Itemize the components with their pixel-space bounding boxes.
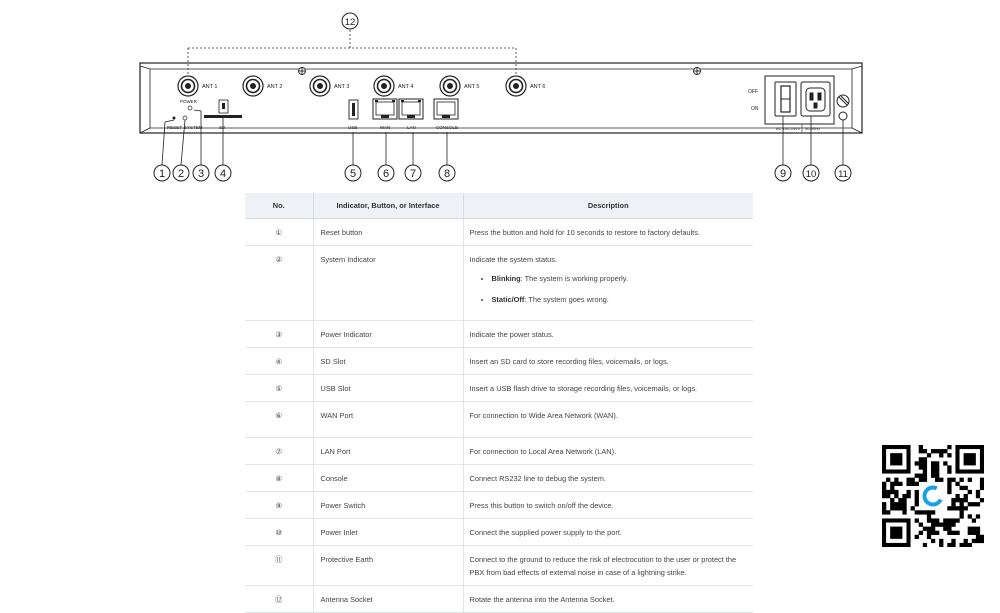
svg-text:12: 12	[344, 17, 356, 28]
list-item	[492, 272, 753, 285]
list-item	[492, 293, 753, 306]
system-label: SYSTEM	[184, 125, 203, 130]
table-header-row	[245, 193, 753, 219]
row-description: Connect RS232 line to debug the system.	[463, 465, 753, 492]
svg-text:7: 7	[409, 168, 417, 180]
svg-text:11: 11	[838, 169, 848, 180]
antenna-label: ANT 3	[334, 84, 350, 90]
row-description-text: Indicate the system status.	[469, 255, 557, 264]
power-led-icon	[188, 106, 192, 110]
table-row	[245, 519, 753, 546]
antenna-socket-icon	[310, 76, 330, 96]
callout-marker	[803, 165, 819, 181]
callout-marker	[173, 165, 189, 181]
table-row	[245, 546, 753, 586]
row-description: Connect to the ground to reduce the risk of electrocution to the user or protect the PBX from bad effects of external noise in case of a lightning strike.	[463, 546, 753, 586]
reset-label: RESET	[167, 125, 183, 130]
callout-marker	[405, 165, 421, 181]
row-name: Console	[313, 465, 463, 492]
ac-range-label: AC 100-240V	[776, 126, 801, 131]
console-label: CONSOLE	[436, 125, 459, 130]
system-led-icon	[183, 116, 187, 120]
table-row	[245, 465, 753, 492]
antenna-label: ANT 1	[202, 84, 218, 90]
row-name: LAN Port	[313, 438, 463, 465]
antenna-label: ANT 4	[398, 84, 414, 90]
lan-label: LAN	[407, 125, 416, 130]
usb-label: USB	[348, 125, 358, 130]
table-row	[245, 321, 753, 348]
table-row	[245, 219, 753, 246]
svg-text:8: 8	[443, 168, 451, 180]
status-text: : The system goes wrong.	[524, 295, 609, 304]
antenna-sockets	[178, 76, 546, 96]
row-number: ⑥	[245, 402, 313, 438]
antenna-socket-icon	[506, 76, 526, 96]
row-name: SD Slot	[313, 348, 463, 375]
row-description: Insert an SD card to store recording files, voicemails, or logs.	[463, 348, 753, 375]
table-row	[245, 402, 753, 438]
header-no: No.	[245, 193, 313, 219]
antenna-socket-icon	[440, 76, 460, 96]
sd-slot-icon	[204, 115, 242, 118]
row-name: USB Slot	[313, 375, 463, 402]
callout-marker	[835, 165, 851, 181]
row-number: ⑨	[245, 492, 313, 519]
antenna-label: ANT 6	[530, 84, 546, 90]
power-module	[765, 76, 834, 124]
row-name: Antenna Socket	[313, 586, 463, 613]
status-list	[470, 272, 753, 306]
header-interface: Indicator, Button, or Interface	[313, 193, 463, 219]
row-description: For connection to Wide Area Network (WAN).	[463, 402, 753, 438]
chassis	[140, 63, 862, 133]
wan-port-icon	[373, 99, 397, 119]
row-description: Indicate the power status.	[463, 321, 753, 348]
row-number: ⑤	[245, 375, 313, 402]
reset-button-icon	[173, 117, 176, 120]
qr-code-icon	[882, 445, 984, 547]
device-rear-panel-diagram	[0, 0, 1000, 190]
row-description: Connect the supplied power supply to the port.	[463, 519, 753, 546]
svg-text:2: 2	[177, 168, 185, 180]
svg-text:10: 10	[805, 169, 817, 180]
row-name: WAN Port	[313, 402, 463, 438]
row-name: Protective Earth	[313, 546, 463, 586]
antenna-label: ANT 5	[464, 84, 480, 90]
table-row	[245, 375, 753, 402]
svg-text:5: 5	[349, 168, 357, 180]
row-name: Power Inlet	[313, 519, 463, 546]
sd-label: SD	[219, 125, 226, 130]
row-name: Power Switch	[313, 492, 463, 519]
callout-marker	[378, 165, 394, 181]
row-name: Reset button	[313, 219, 463, 246]
row-number: ⑪	[245, 546, 313, 586]
antenna-bracket	[188, 30, 516, 75]
row-description: Press this button to switch on/off the device.	[463, 492, 753, 519]
header-description: Description	[463, 193, 753, 219]
row-name: System Indicator	[313, 246, 463, 321]
power-label: POWER	[180, 99, 198, 104]
svg-text:1: 1	[158, 168, 166, 180]
on-label: ON	[751, 106, 759, 112]
screw-icon	[299, 68, 701, 75]
callout-marker	[439, 165, 455, 181]
row-description: Insert a USB flash drive to storage recording files, voicemails, or logs.	[463, 375, 753, 402]
svg-text:6: 6	[382, 168, 390, 180]
callout-marker	[193, 165, 209, 181]
callout-leaders	[162, 110, 843, 165]
callout-markers	[154, 13, 851, 181]
svg-text:9: 9	[779, 168, 787, 180]
ground-terminal-icon	[837, 95, 849, 120]
status-text: : The system is working properly.	[520, 274, 628, 283]
wan-label: WAN	[380, 125, 391, 130]
row-number: ③	[245, 321, 313, 348]
table-row	[245, 492, 753, 519]
row-number: ⑫	[245, 586, 313, 613]
interface-description-table	[245, 193, 753, 613]
row-number: ①	[245, 219, 313, 246]
table-row	[245, 348, 753, 375]
antenna-socket-icon	[178, 76, 198, 96]
antenna-socket-icon	[374, 76, 394, 96]
status-term: Blinking	[491, 274, 521, 283]
row-number: ④	[245, 348, 313, 375]
callout-marker	[345, 165, 361, 181]
status-term: Static/Off	[491, 295, 525, 304]
row-number: ⑦	[245, 438, 313, 465]
callout-marker	[775, 165, 791, 181]
row-name: Power Indicator	[313, 321, 463, 348]
row-number: ⑧	[245, 465, 313, 492]
table-row	[245, 246, 753, 321]
row-description: Rotate the antenna into the Antenna Socket.	[463, 586, 753, 613]
lan-port-icon	[399, 99, 423, 119]
row-number: ②	[245, 246, 313, 321]
antenna-label: ANT 2	[267, 84, 283, 90]
callout-marker	[342, 13, 358, 29]
row-number: ⑩	[245, 519, 313, 546]
antenna-socket-icon	[243, 76, 263, 96]
table-row	[245, 438, 753, 465]
callout-marker	[215, 165, 231, 181]
row-description: For connection to Local Area Network (LAN).	[463, 438, 753, 465]
ac-freq-label: 50-60Hz	[805, 126, 821, 131]
row-description	[463, 246, 753, 321]
table-row	[245, 586, 753, 613]
off-label: OFF	[748, 89, 758, 95]
console-port-icon	[434, 99, 458, 119]
row-description: Press the button and hold for 10 seconds to restore to factory defaults.	[463, 219, 753, 246]
svg-text:4: 4	[219, 168, 227, 180]
callout-marker	[154, 165, 170, 181]
svg-text:3: 3	[197, 168, 205, 180]
